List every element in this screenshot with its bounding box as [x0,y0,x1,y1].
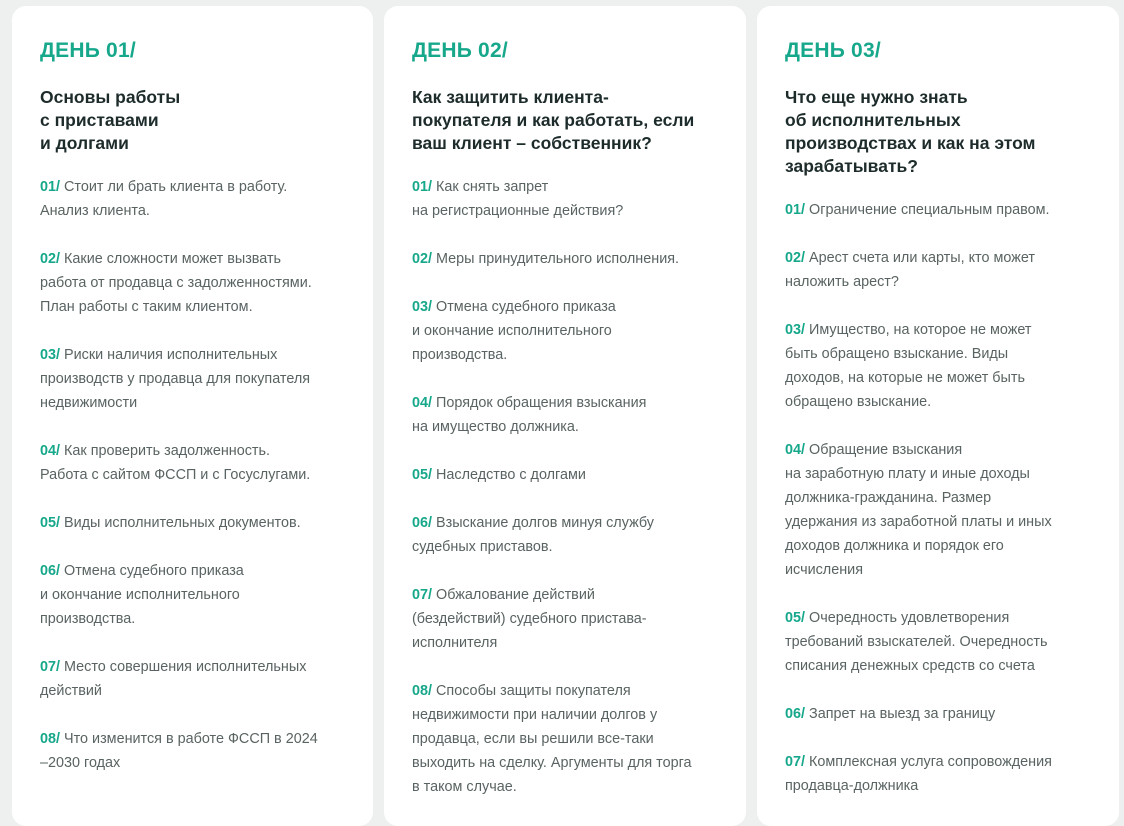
topic-list [412,175,718,799]
topic-number: 02/ [40,251,61,267]
topic-number: 01/ [40,179,61,195]
topic-text: Имущество, на которое не может быть обращено взыскание. Виды доходов, на которые не может быть обращено взыскание. [785,322,1032,410]
topic-item [785,318,1091,414]
topic-item [412,295,718,367]
topic-text: Наследство с долгами [436,467,586,483]
topic-number: 02/ [785,250,806,266]
topic-item [412,463,718,487]
topic-number: 03/ [785,322,806,338]
topic-item [785,702,1091,726]
topic-text: Обжалование действий (бездействий) судебного пристава- исполнителя [412,587,647,651]
topic-item [785,750,1091,798]
topic-number: 01/ [412,179,433,195]
day-heading: ДЕНЬ 03/ [785,39,881,62]
topic-text: Взыскание долгов минуя службу судебных приставов. [412,515,654,555]
topic-text: Стоит ли брать клиента в работу. Анализ клиента. [40,179,288,219]
day-title: Основы работы с приставами и долгами [40,87,181,153]
topic-item [40,559,345,631]
topic-item [40,175,345,223]
topic-text: Риски наличия исполнительных производств у продавца для покупателя недвижимости [40,347,311,411]
day-card-3 [757,6,1119,826]
topic-number: 06/ [412,515,433,531]
topic-item [785,606,1091,678]
topic-item [40,655,345,703]
topic-number: 02/ [412,251,433,267]
topic-item [412,247,718,271]
topic-text: Что изменится в работе ФССП в 2024 –2030 годах [40,731,318,771]
topic-number: 06/ [40,563,61,579]
topic-item [40,343,345,415]
topic-text: Арест счета или карты, кто может наложить арест? [785,250,1035,290]
topic-number: 04/ [785,442,806,458]
topic-number: 07/ [412,587,433,603]
topic-item [785,438,1091,582]
topic-text: Меры принудительного исполнения. [436,251,680,267]
topic-item [40,511,345,535]
topic-item [412,175,718,223]
topic-number: 08/ [40,731,61,747]
topic-item [40,247,345,319]
topic-item [785,198,1091,222]
topic-number: 04/ [412,395,433,411]
topic-number: 08/ [412,683,433,699]
topic-text: Способы защиты покупателя недвижимости при наличии долгов у продавца, если вы решили все-таки выходить на сделку. Аргументы для торга в таком случае. [412,683,692,795]
topic-text: Как проверить задолженность. Работа с сайтом ФССП и с Госуслугами. [40,443,311,483]
topic-text: Место совершения исполнительных действий [40,659,307,699]
topic-text: Порядок обращения взыскания на имущество должника. [412,395,647,435]
topic-number: 05/ [412,467,433,483]
day-title: Как защитить клиента- покупателя и как работать, если ваш клиент – собственник? [412,87,695,153]
topic-number: 03/ [40,347,61,363]
topic-text: Отмена судебного приказа и окончание исполнительного производства. [412,299,616,363]
day-heading: ДЕНЬ 02/ [412,39,508,62]
day-card-2 [384,6,746,826]
topic-text: Виды исполнительных документов. [64,515,301,531]
topic-number: 05/ [785,610,806,626]
topic-item [40,439,345,487]
topic-number: 06/ [785,706,806,722]
topic-number: 05/ [40,515,61,531]
topic-item [412,583,718,655]
topic-text: Как снять запрет на регистрационные действия? [412,179,624,219]
topic-text: Отмена судебного приказа и окончание исполнительного производства. [40,563,244,627]
topic-list [785,198,1091,798]
topic-text: Очередность удовлетворения требований взыскателей. Очередность списания денежных средств со счета [785,610,1048,674]
topic-text: Комплексная услуга сопровождения продавца-должника [785,754,1052,794]
topic-text: Запрет на выезд за границу [809,706,996,722]
topic-item [40,727,345,775]
topic-list [40,175,345,775]
topic-text: Ограничение специальным правом. [809,202,1050,218]
topic-number: 04/ [40,443,61,459]
topic-item [412,511,718,559]
topic-item [412,679,718,799]
topic-text: Обращение взыскания на заработную плату и иные доходы должника-гражданина. Размер удержания из заработной платы и иных доходов должника и порядок его исчисления [785,442,1052,578]
day-card-1 [12,6,373,826]
topic-number: 03/ [412,299,433,315]
topic-item [412,391,718,439]
topic-number: 07/ [40,659,61,675]
day-heading: ДЕНЬ 01/ [40,39,136,62]
topic-item [785,246,1091,294]
topic-number: 07/ [785,754,806,770]
topic-text: Какие сложности может вызвать работа от продавца с задолженностями. План работы с таким клиентом. [40,251,312,315]
day-title: Что еще нужно знать об исполнительных производствах и как на этом зарабатывать? [785,87,1036,176]
topic-number: 01/ [785,202,806,218]
